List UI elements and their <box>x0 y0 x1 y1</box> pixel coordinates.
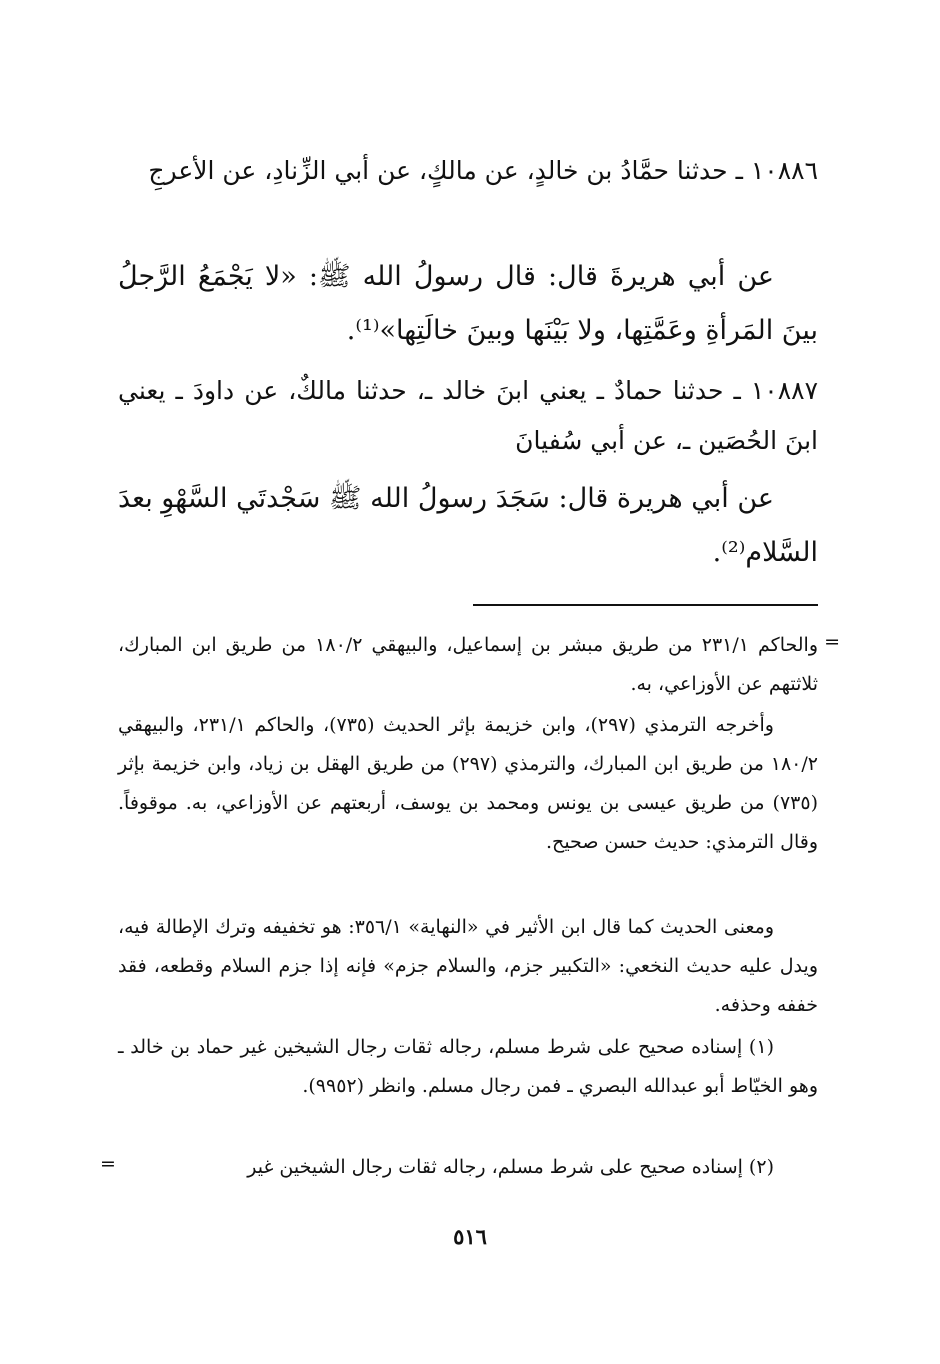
footnote-meaning: ومعنى الحديث كما قال ابن الأثير في «النهاية» ٣٥٦/١: هو تخفيفه وترك الإطالة فيه، ويدل عليه حديث النخعي: «التكبير جزم، والسلام جزم» فإنه إذا جزم السلام وقطعه، فقد خففه وحذفه. <box>118 916 818 1016</box>
continuation-mark-end: = <box>100 1153 116 1175</box>
footnote-divider <box>473 604 818 606</box>
page-number: ٥١٦ <box>453 1224 487 1249</box>
footnote-takhrij: وأخرجه الترمذي (٢٩٧)، وابن خزيمة بإثر الحديث (٧٣٥)، والحاكم ٢٣١/١، والبيهقي ١٨٠/٢ من طريق ابن المبارك، والترمذي (٢٩٧) من طريق الهقل بن زياد، وابن خزيمة بإثر (٧٣٥) من طريق عيسى بن يونس ومحمد بن يوسف، أربعتهم عن الأوزاعي، به. موقوفاً. وقال الترمذي: حديث حسن صحيح. <box>118 714 818 853</box>
hadith-10886-matn: عن أبي هريرةَ قال: قال رسولُ الله ﷺ: «لا يَجْمَعُ الرَّجلُ بينَ المَرأةِ وعَمَّتِها، ولا بَيْنَها وبينَ خالَتِها»⁽¹⁾. <box>118 261 818 346</box>
footnote-1: (١) إسناده صحيح على شرط مسلم، رجاله ثقات رجال الشيخين غير حماد بن خالد ـ وهو الخيّاط أبو عبدالله البصري ـ فمن رجال مسلم. وانظر (٩٩٥٢). <box>118 1036 818 1097</box>
hadith-10887-matn: عن أبي هريرة قال: سَجَدَ رسولُ الله ﷺ سَجْدتَي السَّهْوِ بعدَ السَّلام⁽²⁾. <box>118 483 818 568</box>
hadith-10887-isnad: ١٠٨٨٧ ـ حدثنا حمادٌ ـ يعني ابنَ خالد ـ، حدثنا مالكٌ، عن داودَ ـ يعني ابنَ الحُصَين ـ، عن أبي سُفيانَ <box>118 376 818 455</box>
footnote-continued-text: والحاكم ٢٣١/١ من طريق مبشر بن إسماعيل، والبيهقي ١٨٠/٢ من طريق ابن المبارك، ثلاثتهم عن الأوزاعي، به. <box>118 634 819 695</box>
hadith-10886-isnad: ١٠٨٨٦ ـ حدثنا حمَّادُ بن خالدٍ، عن مالكٍ، عن أبي الزِّنادِ، عن الأعرجِ <box>148 156 818 185</box>
continuation-mark-start: = <box>824 631 840 653</box>
book-page <box>118 0 818 1364</box>
footnote-2: (٢) إسناده صحيح على شرط مسلم، رجاله ثقات رجال الشيخين غير <box>247 1156 774 1178</box>
